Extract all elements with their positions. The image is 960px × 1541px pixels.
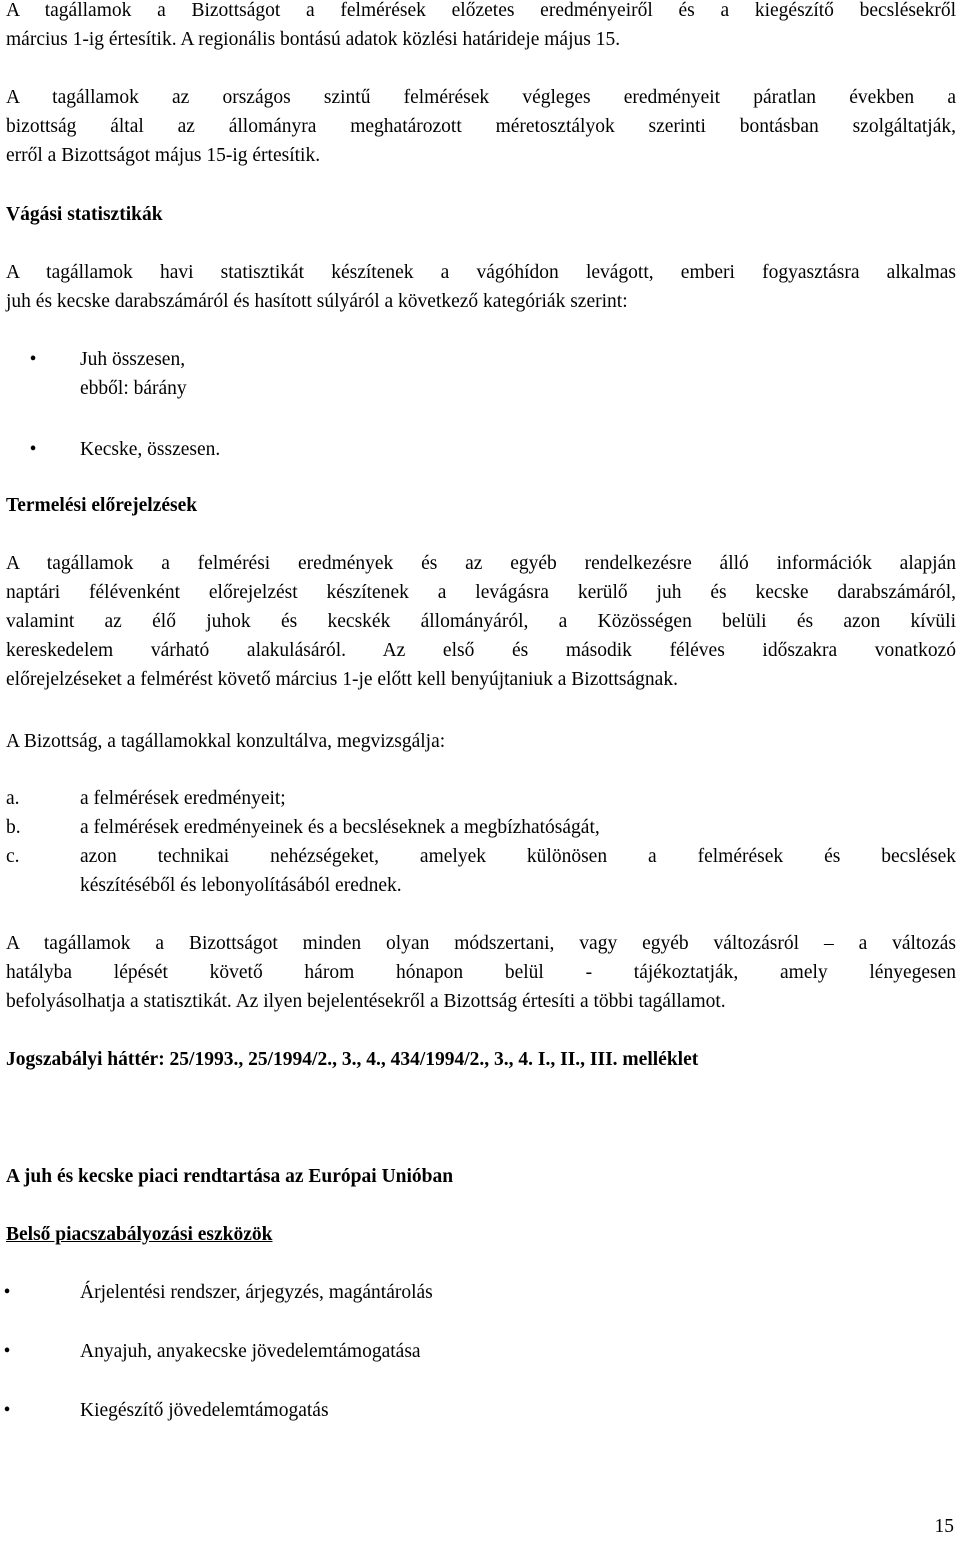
text-line: juh és kecske darabszámáról és hasított súlyáról a következő kategóriák szerint:: [6, 291, 628, 312]
text-line: A tagállamok havi statisztikát készítenek a vágóhídon levágott, emberi fogyasztásra alkalmas: [6, 262, 956, 283]
text-line: A tagállamok a Bizottságot a felmérések előzetes eredményeiről és a kiegészítő becslésekről: [6, 0, 956, 21]
bullet-text: Kiegészítő jövedelemtámogatás: [80, 1400, 329, 1421]
intro-paragraph-1: [6, 0, 956, 54]
legal-basis: Jogszabályi háttér: 25/1993., 25/1994/2., 3., 4., 434/1994/2., 3., 4. I., II., III. melléklet: [6, 1049, 699, 1070]
forecast-paragraph: [6, 549, 956, 694]
bullet-text: Anyajuh, anyakecske jövedelemtámogatása: [80, 1341, 421, 1362]
review-item-a: [0, 784, 960, 813]
text-line: A tagállamok a felmérési eredmények és az egyéb rendelkezésre álló információk alapján: [6, 553, 956, 574]
text-line: azon technikai nehézségeket, amelyek különösen a felmérések és becslések: [80, 846, 956, 867]
text-line: naptári félévenként előrejelzést készítenek a levágásra kerülő juh és kecske darabszámáról,: [6, 582, 956, 603]
item-label: c.: [6, 846, 20, 867]
bullet-dot: •: [29, 439, 37, 460]
item-text: a felmérések eredményeit;: [80, 788, 286, 809]
bullet-text: Kecske, összesen.: [80, 439, 221, 460]
intro-paragraph-2: [6, 83, 956, 170]
text-line: bizottság által az állományra meghatározott méretosztályok szerinti bontásban szolgáltatják,: [6, 116, 956, 137]
review-intro: A Bizottság, a tagállamokkal konzultálva, megvizsgálja:: [6, 731, 446, 752]
bullet-dot: •: [3, 1400, 11, 1421]
text-line: előrejelzéseket a felmérést követő március 1-je előtt kell benyújtaniuk a Bizottságnak.: [6, 669, 678, 690]
text-line: A tagállamok a Bizottságot minden olyan módszertani, vagy egyéb változásról – a változás: [6, 933, 956, 954]
text-line: ebből: bárány: [80, 378, 187, 399]
bullet-text: [80, 345, 187, 403]
text-line: március 1-ig értesítik. A regionális bontású adatok közlési határideje május 15.: [6, 29, 621, 50]
text-line: készítéséből és lebonyolításából erednek.: [80, 875, 402, 896]
page-number: 15: [934, 1516, 954, 1537]
text-line: kereskedelem várható alakulásáról. Az első és második féléves időszakra vonatkozó: [6, 640, 956, 661]
item-text: a felmérések eredményeinek és a becsléseknek a megbízhatóságát,: [80, 817, 600, 838]
item-label: a.: [6, 788, 20, 809]
text-line: A tagállamok az országos szintű felmérések végleges eredményeit páratlan években a: [6, 87, 956, 108]
text-line: hatályba lépését követő három hónapon belül - tájékoztatják, amely lényegesen: [6, 962, 956, 983]
text-line: Juh összesen,: [80, 349, 186, 370]
subheading-internal-tools: Belső piacszabályozási eszközök: [6, 1224, 273, 1245]
text-line: erről a Bizottságot május 15-ig értesítik.: [6, 145, 321, 166]
section-heading-market: A juh és kecske piaci rendtartása az Európai Unióban: [6, 1166, 454, 1187]
bullet-dot: •: [3, 1282, 11, 1303]
bullet-dot: •: [3, 1341, 11, 1362]
slaughter-paragraph: [6, 258, 956, 316]
notice-paragraph: [6, 929, 956, 1016]
text-line: befolyásolhatja a statisztikát. Az ilyen bejelentésekről a Bizottság értesíti a többi tagállamot.: [6, 991, 726, 1012]
review-item-c: [0, 842, 960, 900]
item-text: [80, 842, 956, 900]
section-heading-forecast: Termelési előrejelzések: [6, 495, 198, 516]
text-line: valamint az élő juhok és kecskék állományáról, a Közösségen belüli és azon kívüli: [6, 611, 956, 632]
review-item-b: [0, 813, 960, 842]
bullet-dot: •: [29, 349, 37, 370]
section-heading-slaughter: Vágási statisztikák: [6, 204, 163, 225]
item-label: b.: [6, 817, 21, 838]
bullet-text: Árjelentési rendszer, árjegyzés, magántárolás: [80, 1282, 433, 1303]
